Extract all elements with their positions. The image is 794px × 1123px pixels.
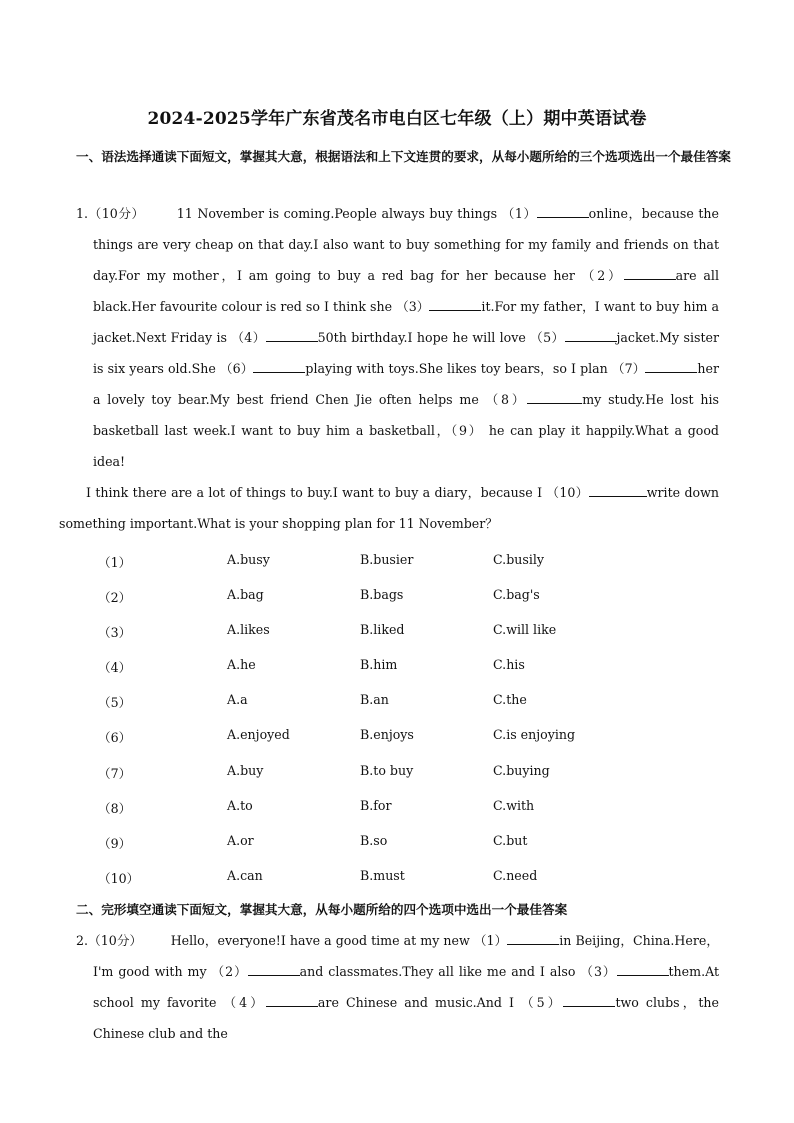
option-number: （9） xyxy=(98,836,132,851)
q2-blank-1[interactable] xyxy=(507,932,559,945)
option-row xyxy=(0,833,794,853)
q2-seg-6: two clubs，the Chinese club and the xyxy=(93,995,719,1041)
option-a[interactable]: A.he xyxy=(227,657,256,672)
option-b[interactable]: B.for xyxy=(360,798,392,813)
option-a[interactable]: A.likes xyxy=(227,622,270,637)
passage-seg-7: playing with toys.She likes toy bears，so I plan （7） xyxy=(305,361,646,376)
option-a[interactable]: A.or xyxy=(227,833,254,848)
option-b[interactable]: B.liked xyxy=(360,622,405,637)
option-a[interactable]: A.enjoyed xyxy=(227,727,290,742)
option-c[interactable]: C.his xyxy=(493,657,525,672)
question-2-label: 2.（10分） xyxy=(76,933,143,948)
option-row xyxy=(0,587,794,607)
option-number: （7） xyxy=(98,766,132,781)
option-number: （10） xyxy=(98,871,140,886)
option-row xyxy=(0,692,794,712)
option-a[interactable]: A.can xyxy=(227,868,263,883)
q2-seg-2: in Beijing，China.Here，I'm good with my （2） xyxy=(93,933,719,979)
option-c[interactable]: C.bag's xyxy=(493,587,540,602)
blank-4[interactable] xyxy=(266,329,318,342)
option-number: （3） xyxy=(98,625,132,640)
q2-blank-2[interactable] xyxy=(248,963,300,976)
passage-seg-6: jacket.My sister is six years old.She （6） xyxy=(93,330,720,376)
passage-seg-3: are all black.Her favourite colour is red so I think she （3） xyxy=(93,268,719,314)
option-a[interactable]: A.buy xyxy=(227,763,264,778)
option-row xyxy=(0,657,794,677)
option-b[interactable]: B.must xyxy=(360,868,405,883)
option-number: （2） xyxy=(98,590,132,605)
option-row xyxy=(0,798,794,818)
option-row xyxy=(0,622,794,642)
option-b[interactable]: B.busier xyxy=(360,552,414,567)
blank-5[interactable] xyxy=(565,329,617,342)
option-c[interactable]: C.is enjoying xyxy=(493,727,576,742)
option-number: （5） xyxy=(98,695,132,710)
option-row xyxy=(0,727,794,747)
option-a[interactable]: A.busy xyxy=(227,552,270,567)
q2-seg-5: are Chinese and music.And I （5） xyxy=(317,995,564,1010)
blank-1[interactable] xyxy=(537,205,589,218)
option-row xyxy=(0,868,794,888)
passage-seg-10: he can play it happily.What a good idea! xyxy=(93,423,719,469)
option-a[interactable]: A.to xyxy=(227,798,253,813)
passage-seg-5: 50th birthday.I hope he will love （5） xyxy=(317,330,565,345)
q2-blank-3[interactable] xyxy=(617,963,669,976)
section-1-heading: 一、语法选择通读下面短文，掌握其大意，根据语法和上下文连贯的要求，从每小题所给的三个选项选出一个最佳答案 xyxy=(76,149,731,164)
option-number: （1） xyxy=(98,555,132,570)
option-c[interactable]: C.with xyxy=(493,798,535,813)
question-2-passage xyxy=(76,925,719,1049)
page-title: 2024-2025学年广东省茂名市电白区七年级（上）期中英语试卷 xyxy=(147,109,647,129)
passage-seg-2: online，because the things are very cheap on that day.I also want to buy something for my family and friends on that day.For my mother，I am going to buy a red bag for her because her （2） xyxy=(93,206,719,283)
option-a[interactable]: A.bag xyxy=(227,587,264,602)
passage-seg-4: it.For my father，I want to buy him a jacket.Next Friday is （4） xyxy=(93,299,719,345)
passage-seg-8: her a lovely toy bear.My best friend Chen Jie often helps me （8） xyxy=(93,361,719,407)
question-1-label: 1.（10分） xyxy=(76,206,145,221)
option-row xyxy=(0,552,794,572)
option-b[interactable]: B.him xyxy=(360,657,398,672)
q2-seg-3: and classmates.They all like me and I also （3） xyxy=(299,964,617,979)
option-c[interactable]: C.but xyxy=(493,833,528,848)
q2-seg-1: Hello，everyone!I have a good time at my new （1） xyxy=(170,933,508,948)
passage2-seg-1: I think there are a lot of things to buy.I want to buy a diary，because I （10） xyxy=(86,485,589,500)
option-c[interactable]: C.buying xyxy=(493,763,550,778)
option-c[interactable]: C.busily xyxy=(493,552,544,567)
q2-blank-4[interactable] xyxy=(266,994,318,1007)
passage-seg-9: my study.He lost his basketball last week.I want to buy him a basketball，（9） xyxy=(93,392,719,438)
passage2-seg-2: write down something important.What is your shopping plan for 11 November？ xyxy=(59,485,719,531)
option-number: （6） xyxy=(98,730,132,745)
q2-blank-5[interactable] xyxy=(563,994,615,1007)
option-number: （8） xyxy=(98,801,132,816)
blank-6[interactable] xyxy=(253,360,305,373)
blank-10[interactable] xyxy=(589,484,647,497)
passage-seg-1: 11 November is coming.People always buy things （1） xyxy=(176,206,537,221)
blank-7[interactable] xyxy=(645,360,697,373)
option-row xyxy=(0,763,794,783)
question-1-passage xyxy=(59,198,720,539)
blank-3[interactable] xyxy=(429,298,481,311)
option-b[interactable]: B.so xyxy=(360,833,388,848)
option-a[interactable]: A.a xyxy=(227,692,248,707)
option-c[interactable]: C.the xyxy=(493,692,527,707)
blank-2[interactable] xyxy=(624,267,676,280)
option-c[interactable]: C.will like xyxy=(493,622,557,637)
q2-seg-4: them.At school my favorite （4） xyxy=(93,964,720,1010)
option-b[interactable]: B.enjoys xyxy=(360,727,414,742)
option-b[interactable]: B.an xyxy=(360,692,389,707)
option-c[interactable]: C.need xyxy=(493,868,538,883)
option-number: （4） xyxy=(98,660,132,675)
option-b[interactable]: B.to buy xyxy=(360,763,414,778)
option-b[interactable]: B.bags xyxy=(360,587,404,602)
section-2-heading: 二、完形填空通读下面短文，掌握其大意，从每小题所给的四个选项中选出一个最佳答案 xyxy=(76,902,568,917)
blank-8[interactable] xyxy=(527,391,582,404)
